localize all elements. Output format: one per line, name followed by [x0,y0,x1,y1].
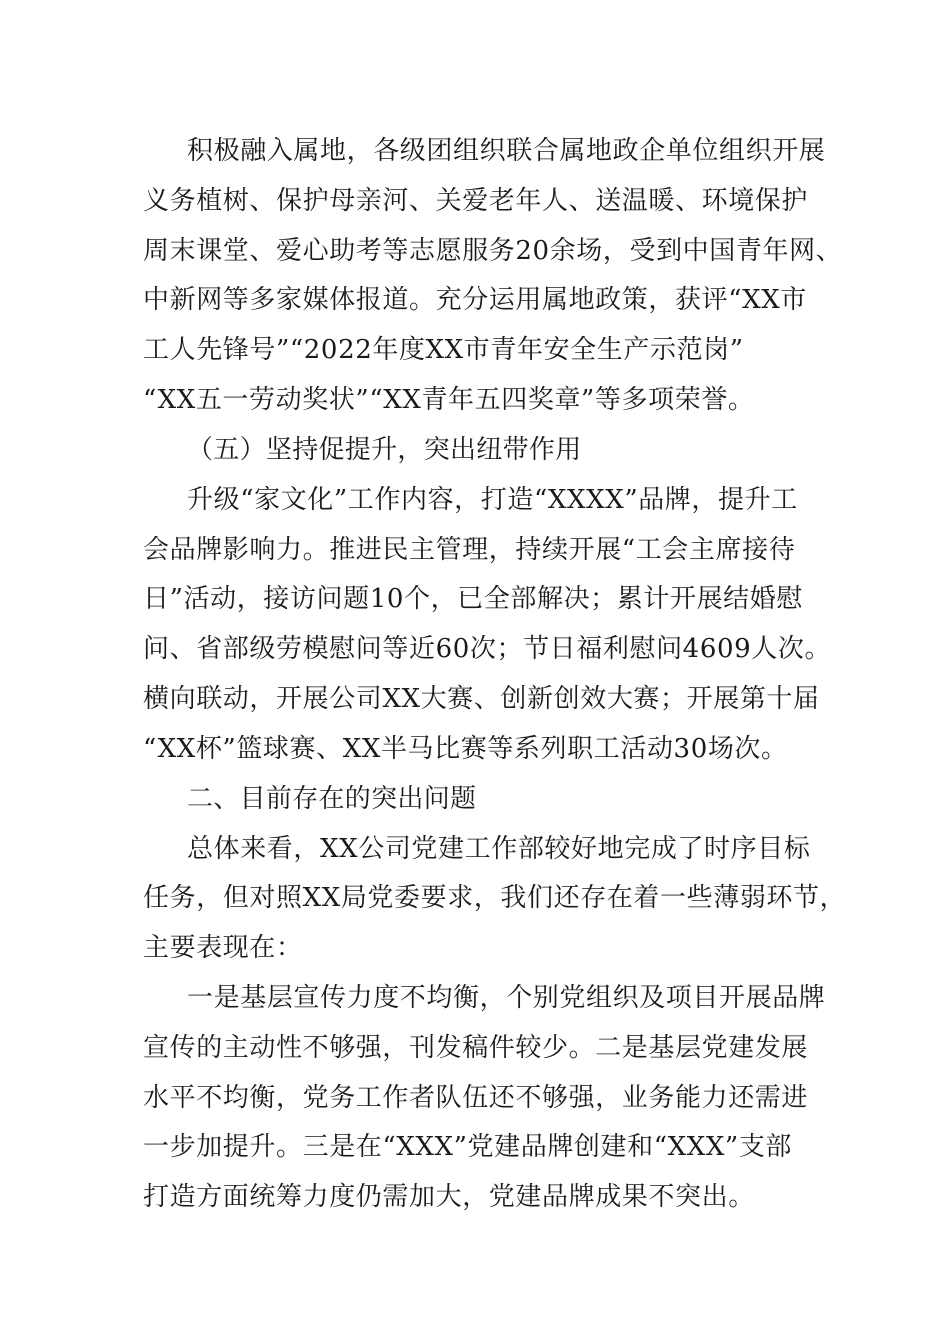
paragraph-line: 会品牌影响力。推进民主管理，持续开展“工会主席接待 [143,535,796,565]
paragraph-line: 问、省部级劳模慰问等近60次；节日福利慰问4609人次。 [143,634,832,664]
section-heading: 二、目前存在的突出问题 [187,784,477,814]
paragraph-line: 一步加提升。三是在“XXX”党建品牌创建和“XXX”支部 [143,1132,793,1162]
paragraph-line: 日”活动，接访问题10个，已全部解决；累计开展结婚慰 [143,584,803,614]
paragraph-line: 中新网等多家媒体报道。充分运用属地政策，获评“XX市 [143,285,807,315]
paragraph-line: 工人先锋号”“2022年度XX市青年安全生产示范岗” [143,335,744,365]
paragraph-line: 水平不均衡，党务工作者队伍还不够强，业务能力还需进 [143,1083,809,1113]
paragraph-line: 一是基层宣传力度不均衡，个别党组织及项目开展品牌 [187,983,826,1013]
paragraph-line: 横向联动，开展公司XX大赛、创新创效大赛；开展第十届 [143,684,820,714]
paragraph-line: 积极融入属地，各级团组织联合属地政企单位组织开展 [187,136,826,166]
paragraph-line: 打造方面统筹力度仍需加大，党建品牌成果不突出。 [143,1182,755,1212]
paragraph-line: 周末课堂、爱心助考等志愿服务20余场，受到中国青年网、 [143,236,843,266]
paragraph-line: “XX杯”篮球赛、XX半马比赛等系列职工活动30场次。 [143,734,788,764]
paragraph-line: 任务，但对照XX局党委要求，我们还存在着一些薄弱环节， [143,883,847,913]
paragraph-line: “XX五一劳动奖状”“XX青年五四奖章”等多项荣誉。 [143,385,755,415]
paragraph-line: 宣传的主动性不够强，刊发稿件较少。二是基层党建发展 [143,1033,809,1063]
section-heading: （五）坚持促提升，突出纽带作用 [187,435,582,465]
paragraph-line: 升级“家文化”工作内容，打造“XXXX”品牌，提升工 [187,485,798,515]
paragraph-line: 主要表现在： [143,933,303,963]
paragraph-line: 义务植树、保护母亲河、关爱老年人、送温暖、环境保护 [143,186,809,216]
paragraph-line: 总体来看，XX公司党建工作部较好地完成了时序目标 [187,834,811,864]
